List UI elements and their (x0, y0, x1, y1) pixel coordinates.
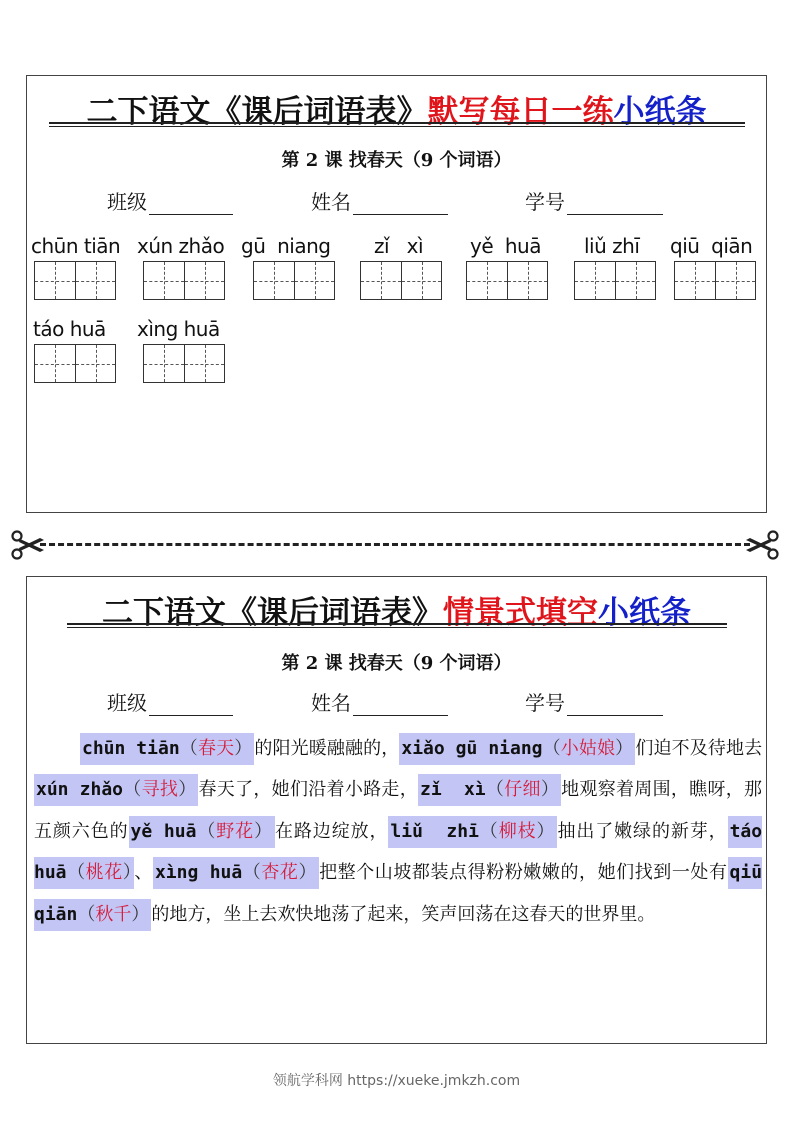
word-pinyin: qiū qiān (670, 234, 753, 258)
student-id-label: 学号 (525, 190, 565, 214)
answer-text: 小姑娘 (560, 738, 616, 759)
dictation-card (26, 75, 767, 513)
word-pinyin: gū niang (241, 234, 331, 258)
cloze-passage: chūn tiān（春天） 的阳光暖融融的， xiǎo gū niang（小姑娘） 们迫不及待地去xún zhǎo（寻找） 春天了，她们沿着小路走， zǐ xì（仔细） 地观察着周围，瞧呀，那五颜六色的 yě huā（野花） 在路边绽放， liǔ zhī（柳枝） 抽出了嫩绿的新芽， táo huā（桃花） 、 xìng huā（杏花） 把整个山坡都装点得粉粉嫩嫩的，她们找到一处有 qiū qiān（秋千） 的地方，坐上去欢快地荡了起来，笑声回荡在这春天的世界里。 (34, 728, 762, 935)
word-pinyin: xún zhǎo (137, 234, 225, 258)
student-info-row (27, 186, 766, 216)
writing-grid[interactable] (34, 344, 116, 383)
scissors-icon (744, 530, 780, 560)
answer-text: 杏花 (261, 862, 299, 884)
footer-watermark: 领航学科网 https://xueke.jmkzh.com (272, 1073, 521, 1089)
lesson-subtitle: 第 2 课 找春天（9 个词语） (281, 653, 512, 674)
lesson-subtitle: 第 2 课 找春天（9 个词语） (281, 150, 512, 171)
cut-line (40, 543, 750, 546)
title-main: 二下语文《课后词语表》 (102, 595, 443, 631)
class-label: 班级 (107, 190, 147, 214)
word-pinyin: zǐ xì (374, 234, 424, 258)
class-label: 班级 (107, 691, 147, 715)
word-pinyin: yě huā (470, 234, 541, 258)
writing-grid[interactable] (674, 261, 756, 300)
answer-text: 秋千 (95, 903, 132, 925)
writing-grid[interactable] (143, 261, 225, 300)
writing-grid[interactable] (253, 261, 335, 300)
title-highlight-blue: 小纸条 (598, 595, 691, 631)
title-highlight-blue: 小纸条 (613, 94, 707, 130)
title-double-underline (67, 623, 727, 628)
answer-text: 仔细 (504, 779, 541, 801)
blank-xing-hua[interactable]: xìng huā（杏花） (153, 857, 319, 889)
writing-grid[interactable] (574, 261, 656, 300)
title-double-underline (49, 122, 745, 127)
blank-zi-xi[interactable]: zǐ xì（仔细） (418, 774, 561, 806)
student-info-row (27, 687, 766, 717)
class-field[interactable] (107, 687, 233, 716)
blank-ye-hua[interactable]: yě huā（野花） (129, 816, 275, 848)
title-main: 二下语文《课后词语表》 (86, 94, 428, 130)
answer-text: 春天 (197, 738, 235, 759)
answer-text: 野花 (216, 820, 255, 842)
student-id-blank[interactable] (567, 193, 663, 215)
answer-text: 寻找 (141, 779, 179, 801)
blank-liu-zhi[interactable]: liǔ zhī（柳枝） (388, 816, 557, 848)
word-pinyin: xìng huā (137, 317, 220, 341)
student-id-blank[interactable] (567, 694, 663, 716)
student-id-label: 学号 (525, 691, 565, 715)
word-pinyin: táo huā (33, 317, 106, 341)
name-label: 姓名 (311, 691, 351, 715)
writing-grid[interactable] (466, 261, 548, 300)
writing-grid[interactable] (143, 344, 225, 383)
blank-chun-tian[interactable]: chūn tiān（春天） (80, 733, 254, 765)
blank-tao-hua[interactable]: táo huā（桃花） (34, 816, 762, 889)
title-highlight-red: 情景式填空 (443, 595, 598, 631)
blank-xiao-gu-niang[interactable]: xiǎo gū niang（小姑娘） (399, 733, 635, 765)
class-blank[interactable] (149, 193, 233, 215)
title-highlight-red: 默写每日一练 (427, 94, 614, 130)
word-pinyin: chūn tiān (31, 234, 121, 258)
name-blank[interactable] (353, 193, 448, 215)
class-blank[interactable] (149, 694, 233, 716)
writing-grid[interactable] (360, 261, 442, 300)
blank-qiu-qian[interactable]: qiū qiān（秋千） (34, 857, 762, 930)
writing-grid[interactable] (34, 261, 116, 300)
student-id-field[interactable] (525, 186, 663, 215)
name-label: 姓名 (311, 190, 351, 214)
name-blank[interactable] (353, 694, 448, 716)
name-field[interactable] (311, 687, 448, 716)
class-field[interactable] (107, 186, 233, 215)
student-id-field[interactable] (525, 687, 663, 716)
name-field[interactable] (311, 186, 448, 215)
blank-xun-zhao[interactable]: xún zhǎo（寻找） (34, 774, 198, 806)
word-pinyin: liǔ zhī (584, 234, 640, 258)
answer-text: 柳枝 (498, 820, 537, 842)
answer-text: 桃花 (85, 862, 123, 884)
